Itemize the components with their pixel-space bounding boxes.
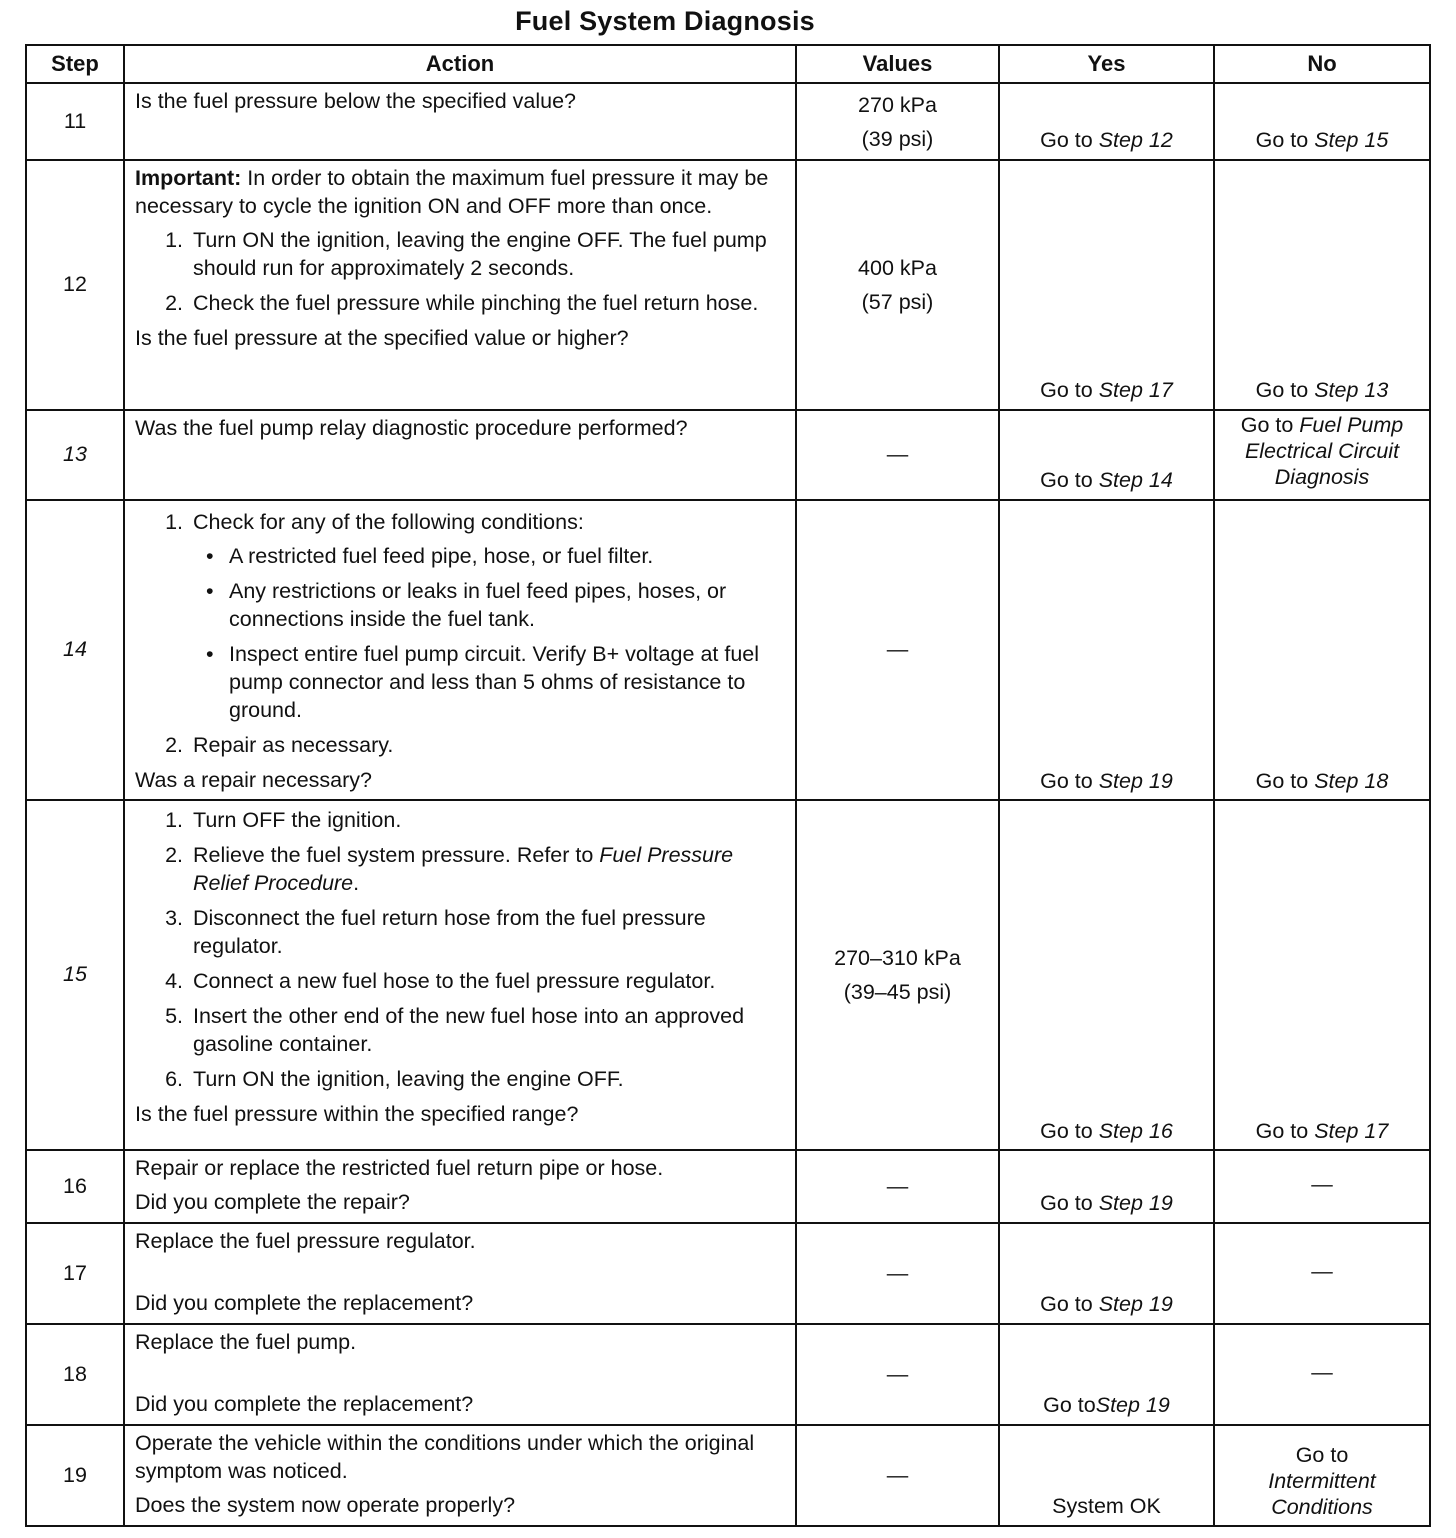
item-number: 2.	[165, 732, 183, 757]
values-cell	[796, 160, 999, 410]
action-question: Did you complete the repair?	[135, 1190, 410, 1215]
no-prefix: Go to	[1255, 128, 1315, 153]
action-question: Does the system now operate properly?	[135, 1492, 516, 1517]
yes-cell	[999, 410, 1214, 500]
table-row	[26, 1324, 1430, 1425]
no-step-link[interactable]: Step 15	[1314, 128, 1389, 153]
bullet-icon: •	[206, 641, 214, 666]
no-prefix: Go to	[1255, 378, 1315, 403]
item-number: 2.	[165, 290, 183, 315]
item-text: Check for any of the following conditions:	[193, 510, 584, 534]
header-action: Action	[124, 45, 796, 83]
no-cell	[1214, 1324, 1430, 1425]
no-cell	[1214, 800, 1430, 1150]
item-text: Repair as necessary.	[193, 732, 394, 757]
yes-cell	[999, 800, 1214, 1150]
bullet-text: Inspect entire fuel pump circuit. Verify B+ voltage at fuel pump connector and less than 5 ohms of resistance to ground.	[229, 641, 760, 722]
value-dash: —	[886, 1462, 909, 1487]
action-cell	[124, 1223, 796, 1324]
condition-bullets	[193, 543, 785, 725]
important-label: Important:	[135, 166, 242, 190]
yes-prefix: Go to	[1040, 1191, 1099, 1216]
no-step-link[interactable]: Step 17	[1314, 1118, 1389, 1143]
value-dash: —	[886, 1361, 909, 1386]
yes-cell	[999, 1324, 1214, 1425]
yes-step-link[interactable]: Step 12	[1098, 128, 1173, 153]
action-question: Is the fuel pressure below the specified value?	[135, 89, 577, 113]
list-item	[135, 842, 785, 898]
bullet-icon: •	[206, 578, 214, 603]
list-item	[135, 290, 785, 318]
item-text: Disconnect the fuel return hose from the fuel pressure regulator.	[193, 906, 706, 959]
value-line: (39–45 psi)	[843, 980, 952, 1005]
values-cell	[796, 410, 999, 500]
yes-prefix: Go to	[1040, 128, 1099, 153]
no-cell	[1214, 500, 1430, 800]
bullet-icon: •	[206, 543, 214, 568]
no-cell	[1214, 83, 1430, 160]
table-row	[26, 1425, 1430, 1526]
step-number: 12	[26, 160, 124, 410]
no-cell	[1214, 1223, 1430, 1324]
no-dash: —	[1311, 1171, 1333, 1196]
values-cell	[796, 800, 999, 1150]
table-row	[26, 410, 1430, 500]
list-item	[135, 1066, 785, 1094]
list-item	[135, 1003, 785, 1059]
step-number: 15	[26, 800, 124, 1150]
no-cell	[1214, 1150, 1430, 1223]
yes-cell	[999, 1150, 1214, 1223]
step-number: 17	[26, 1223, 124, 1324]
no-step-link[interactable]: Step 13	[1314, 378, 1389, 403]
yes-step-link[interactable]: Step 16	[1098, 1118, 1173, 1143]
action-cell	[124, 160, 796, 410]
value-line: 270–310 kPa	[834, 946, 961, 971]
item-number: 5.	[165, 1004, 183, 1029]
item-text: Turn ON the ignition, leaving the engine OFF.	[193, 1066, 624, 1091]
no-cell	[1214, 1425, 1430, 1526]
no-prefix: Go to	[1255, 768, 1315, 793]
step-number: 19	[26, 1425, 124, 1526]
yes-prefix: Go to	[1040, 468, 1099, 493]
item-number: 4.	[165, 969, 183, 994]
item-number: 1.	[165, 510, 183, 534]
value-line: (57 psi)	[861, 290, 934, 314]
no-procedure-link[interactable]: Intermittent Conditions	[1268, 1469, 1376, 1520]
step-number: 11	[26, 83, 124, 160]
yes-cell	[999, 1223, 1214, 1324]
no-dash: —	[1311, 1359, 1333, 1384]
yes-cell	[999, 1425, 1214, 1526]
important-note	[135, 165, 785, 221]
no-step-link[interactable]: Step 18	[1314, 768, 1389, 793]
diagnosis-table	[25, 44, 1431, 1527]
value-dash: —	[886, 637, 909, 662]
list-item	[135, 968, 785, 996]
no-cell	[1214, 410, 1430, 500]
procedure-list	[135, 807, 785, 1093]
table-row	[26, 800, 1430, 1150]
item-number: 1.	[165, 227, 183, 252]
procedure-list	[135, 509, 785, 760]
procedure-list	[135, 227, 785, 318]
action-cell	[124, 500, 796, 800]
yes-step-link[interactable]: Step 19	[1098, 768, 1173, 793]
list-item	[135, 509, 785, 725]
table-row	[26, 1150, 1430, 1223]
values-cell	[796, 1324, 999, 1425]
yes-prefix: Go to	[1040, 1292, 1099, 1317]
header-yes: Yes	[999, 45, 1214, 83]
yes-step-link[interactable]: Step 19	[1098, 1191, 1173, 1216]
item-text: Connect a new fuel hose to the fuel pressure regulator.	[193, 969, 716, 994]
item-number: 2.	[165, 843, 183, 868]
action-question: Was the fuel pump relay diagnostic procedure performed?	[135, 416, 688, 440]
table-header-row	[26, 45, 1430, 83]
values-cell	[796, 1425, 999, 1526]
value-dash: —	[886, 1173, 909, 1198]
action-text: Repair or replace the restricted fuel return pipe or hose.	[135, 1156, 664, 1181]
values-cell	[796, 1150, 999, 1223]
procedure-reference-link[interactable]: Fuel Pressure Relief Procedure	[193, 843, 734, 896]
item-text: Check the fuel pressure while pinching the fuel return hose.	[193, 290, 759, 315]
yes-step-link[interactable]: Step 17	[1098, 378, 1173, 403]
values-cell	[796, 1223, 999, 1324]
yes-cell	[999, 160, 1214, 410]
list-item	[135, 807, 785, 835]
table-row	[26, 160, 1430, 410]
step-number: 14	[26, 500, 124, 800]
bullet-text: A restricted fuel feed pipe, hose, or fuel filter.	[229, 543, 654, 568]
yes-step-link[interactable]: Step 14	[1098, 468, 1173, 493]
yes-result: System OK	[1052, 1493, 1161, 1518]
bullet-text: Any restrictions or leaks in fuel feed pipes, hoses, or connections inside the fuel tank.	[229, 578, 727, 631]
action-cell	[124, 1425, 796, 1526]
list-item	[135, 227, 785, 283]
action-text: Operate the vehicle within the conditions under which the original symptom was noticed.	[135, 1431, 755, 1483]
action-question: Was a repair necessary?	[135, 767, 372, 792]
no-prefix: Go to	[1295, 1443, 1349, 1468]
yes-step-link[interactable]: Step 19	[1095, 1393, 1170, 1418]
values-cell	[796, 83, 999, 160]
bullet-item	[193, 641, 785, 725]
action-cell	[124, 1324, 796, 1425]
action-cell	[124, 410, 796, 500]
item-text-end: .	[353, 871, 360, 896]
important-text: In order to obtain the maximum fuel pressure it may be necessary to cycle the ignition ON and OFF more than once.	[135, 166, 769, 218]
value-line: 400 kPa	[858, 256, 937, 280]
item-number: 3.	[165, 906, 183, 931]
list-item	[135, 732, 785, 760]
yes-prefix: Go to	[1043, 1393, 1096, 1418]
item-text: Relieve the fuel system pressure. Refer to	[193, 843, 600, 868]
no-procedure-link[interactable]: Fuel Pump Electrical Circuit Diagnosis	[1244, 413, 1404, 489]
table-row	[26, 500, 1430, 800]
values-cell	[796, 500, 999, 800]
action-cell	[124, 83, 796, 160]
item-text: Insert the other end of the new fuel hose into an approved gasoline container.	[193, 1004, 745, 1056]
action-question: Did you complete the replacement?	[135, 1392, 474, 1417]
item-number: 1.	[165, 808, 183, 833]
table-row	[26, 83, 1430, 160]
value-line: (39 psi)	[861, 126, 934, 151]
item-text: Turn ON the ignition, leaving the engine OFF. The fuel pump should run for approximately 2 seconds.	[193, 227, 767, 280]
no-prefix: Go to	[1255, 1118, 1315, 1143]
yes-prefix: Go to	[1040, 1118, 1099, 1143]
header-values: Values	[796, 45, 999, 83]
action-question: Did you complete the replacement?	[135, 1291, 474, 1316]
action-text: Replace the fuel pump.	[135, 1330, 357, 1355]
step-number: 13	[26, 410, 124, 500]
header-step: Step	[26, 45, 124, 83]
step-number: 16	[26, 1150, 124, 1223]
action-text: Replace the fuel pressure regulator.	[135, 1229, 476, 1254]
action-cell	[124, 800, 796, 1150]
no-dash: —	[1311, 1258, 1333, 1283]
yes-cell	[999, 83, 1214, 160]
value-line: 270 kPa	[858, 92, 937, 117]
yes-prefix: Go to	[1040, 378, 1099, 403]
yes-prefix: Go to	[1040, 768, 1099, 793]
yes-cell	[999, 500, 1214, 800]
page-title: Fuel System Diagnosis	[515, 6, 815, 36]
item-number: 6.	[165, 1066, 183, 1091]
action-question: Is the fuel pressure at the specified value or higher?	[135, 325, 629, 350]
yes-step-link[interactable]: Step 19	[1098, 1292, 1173, 1317]
no-prefix: Go to	[1240, 413, 1300, 437]
action-cell	[124, 1150, 796, 1223]
no-cell	[1214, 160, 1430, 410]
action-question: Is the fuel pressure within the specified range?	[135, 1101, 579, 1126]
value-dash: —	[886, 1260, 909, 1285]
value-dash: —	[886, 442, 909, 467]
step-number: 18	[26, 1324, 124, 1425]
header-no: No	[1214, 45, 1430, 83]
list-item	[135, 905, 785, 961]
item-text: Turn OFF the ignition.	[193, 808, 402, 833]
bullet-item	[193, 543, 785, 571]
bullet-item	[193, 578, 785, 634]
table-row	[26, 1223, 1430, 1324]
